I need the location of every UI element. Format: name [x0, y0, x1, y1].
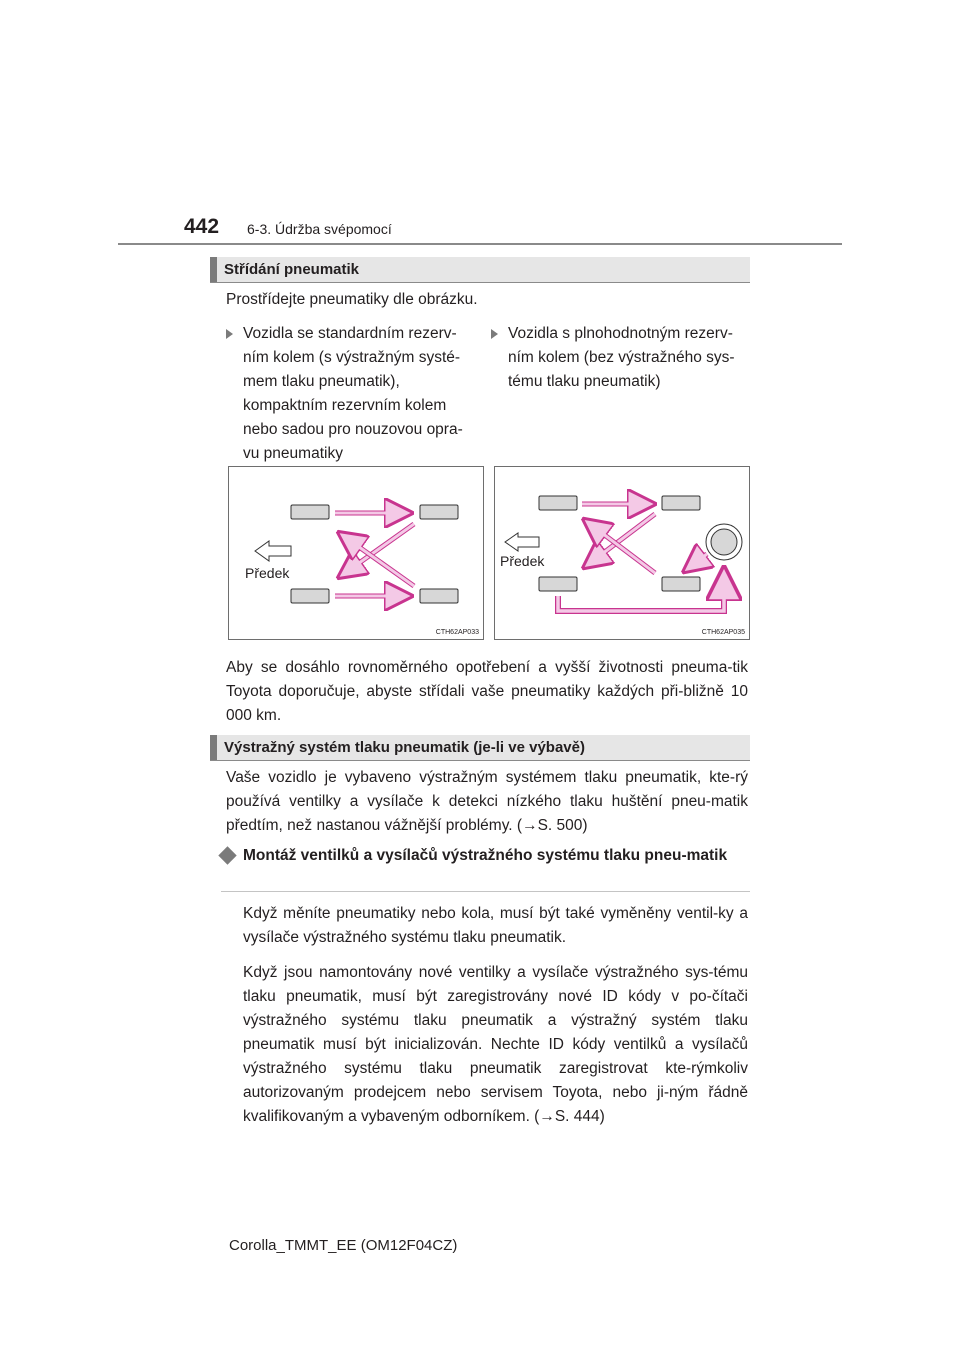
triangle-bullet-icon [226, 329, 233, 339]
bullet-line: ním kolem (bez výstražného sys- [508, 349, 735, 366]
tire-front-right [539, 577, 577, 591]
subheading-install [221, 844, 748, 868]
bullet-line: ním kolem (s výstražným systé- [243, 349, 461, 366]
rotation-diagram-standard [228, 466, 484, 640]
subheading-rule [221, 891, 750, 892]
arrow-spare-to-rear-fill [690, 554, 707, 567]
section-title: 6-3. Údržba svépomocí [247, 221, 392, 237]
install-paragraph-1: Když měníte pneumatiky nebo kola, musí být také vyměněny ventil-ky a vysílače výstražného systému tlaku pneumatik. [243, 905, 748, 946]
arrow-cross-rear-to-front-fill [590, 514, 655, 563]
heading-text: Střídání pneumatik [224, 261, 360, 278]
bullet-line: Vozidla s plnohodnotným rezerv- [508, 325, 733, 342]
bullet-line: tému tlaku pneumatik) [508, 373, 661, 390]
spare-tire-inner [711, 529, 737, 555]
footer-text: Corolla_TMMT_EE (OM12F04CZ) [229, 1237, 458, 1254]
install-paragraph-2: Když jsou namontovány nové ventilky a vysílače výstražného sys-tému tlaku pneumatik, musí být zaregistrovány nové ID kódy v po-čítači výstražného systému tlaku pneumatik a výstražný systém tlaku pneumatik musí být inicializován. Nechte ID kódy ventilků a vysílačů výstražného systému tlaku pneumatik zaregistrovat kte-rýmkoliv autorizovaným prodejcem nebo servisem Toyota, nebo ji-ným řádně kvalifikovaným a vybaveným odborníkem. (→S. 444) [243, 964, 748, 1125]
heading-tab [210, 257, 217, 282]
bullet-line: nebo sadou pro nouzovou opra- [243, 421, 463, 438]
rotation-diagram-full-spare [494, 466, 750, 640]
heading-tire-rotation [210, 257, 750, 283]
front-arrow-icon [505, 533, 539, 551]
header-rule [118, 243, 842, 245]
rotation-paragraph: Aby se dosáhlo rovnoměrného opotřebení a vyšší životnosti pneuma-tik Toyota doporučuje, abyste střídali vaše pneumatiky každých při-bližně 10 000 km. [226, 659, 748, 724]
heading-text: Výstražný systém tlaku pneumatik (je-li ve výbavě) [224, 739, 585, 756]
bullet-line: vu pneumatiky [243, 445, 343, 462]
tire-rear-right [662, 577, 700, 591]
diamond-bullet-icon [218, 846, 236, 864]
tire-rear-right [420, 589, 458, 603]
front-label: Předek [245, 565, 290, 581]
heading-tab [210, 735, 217, 760]
bullet-line: mem tlaku pneumatik), [243, 373, 400, 390]
bullet-line: Vozidla se standardním rezerv- [243, 325, 457, 342]
arrow-cross-rear-to-front-fill [590, 524, 655, 573]
front-arrow-icon [255, 541, 291, 561]
intro-paragraph: Prostřídejte pneumatiky dle obrázku. [226, 291, 478, 308]
subheading-text: Montáž ventilků a vysílačů výstražného systému tlaku pneu-matik [243, 847, 728, 864]
tire-rear-left [662, 496, 700, 510]
arrow-cross-rear-to-front-fill [345, 537, 414, 586]
rotation-diagram-svg [229, 467, 483, 639]
page-number: 442 [184, 215, 220, 238]
triangle-bullet-icon [491, 329, 498, 339]
tire-rear-left [420, 505, 458, 519]
tpws-paragraph: Vaše vozidlo je vybaveno výstražným systémem tlaku pneumatik, kte-rý používá ventilky a vysílače k detekci nízkého tlaku huštění pneu-matik předtím, než nastanou vážnější problémy. (→S. 500) [226, 769, 748, 834]
tire-front-right [291, 589, 329, 603]
heading-tpws [210, 735, 750, 761]
tire-front-left [539, 496, 577, 510]
tire-front-left [291, 505, 329, 519]
bullet-line: kompaktním rezervním kolem [243, 397, 447, 414]
figure-code: CTH62AP033 [435, 629, 479, 636]
arrow-cross-rear-to-front-fill [345, 524, 414, 573]
bullet-standard-spare [226, 322, 484, 466]
front-label: Předek [500, 553, 545, 569]
figure-code: CTH62AP035 [701, 629, 745, 636]
bullet-full-spare [491, 322, 753, 394]
